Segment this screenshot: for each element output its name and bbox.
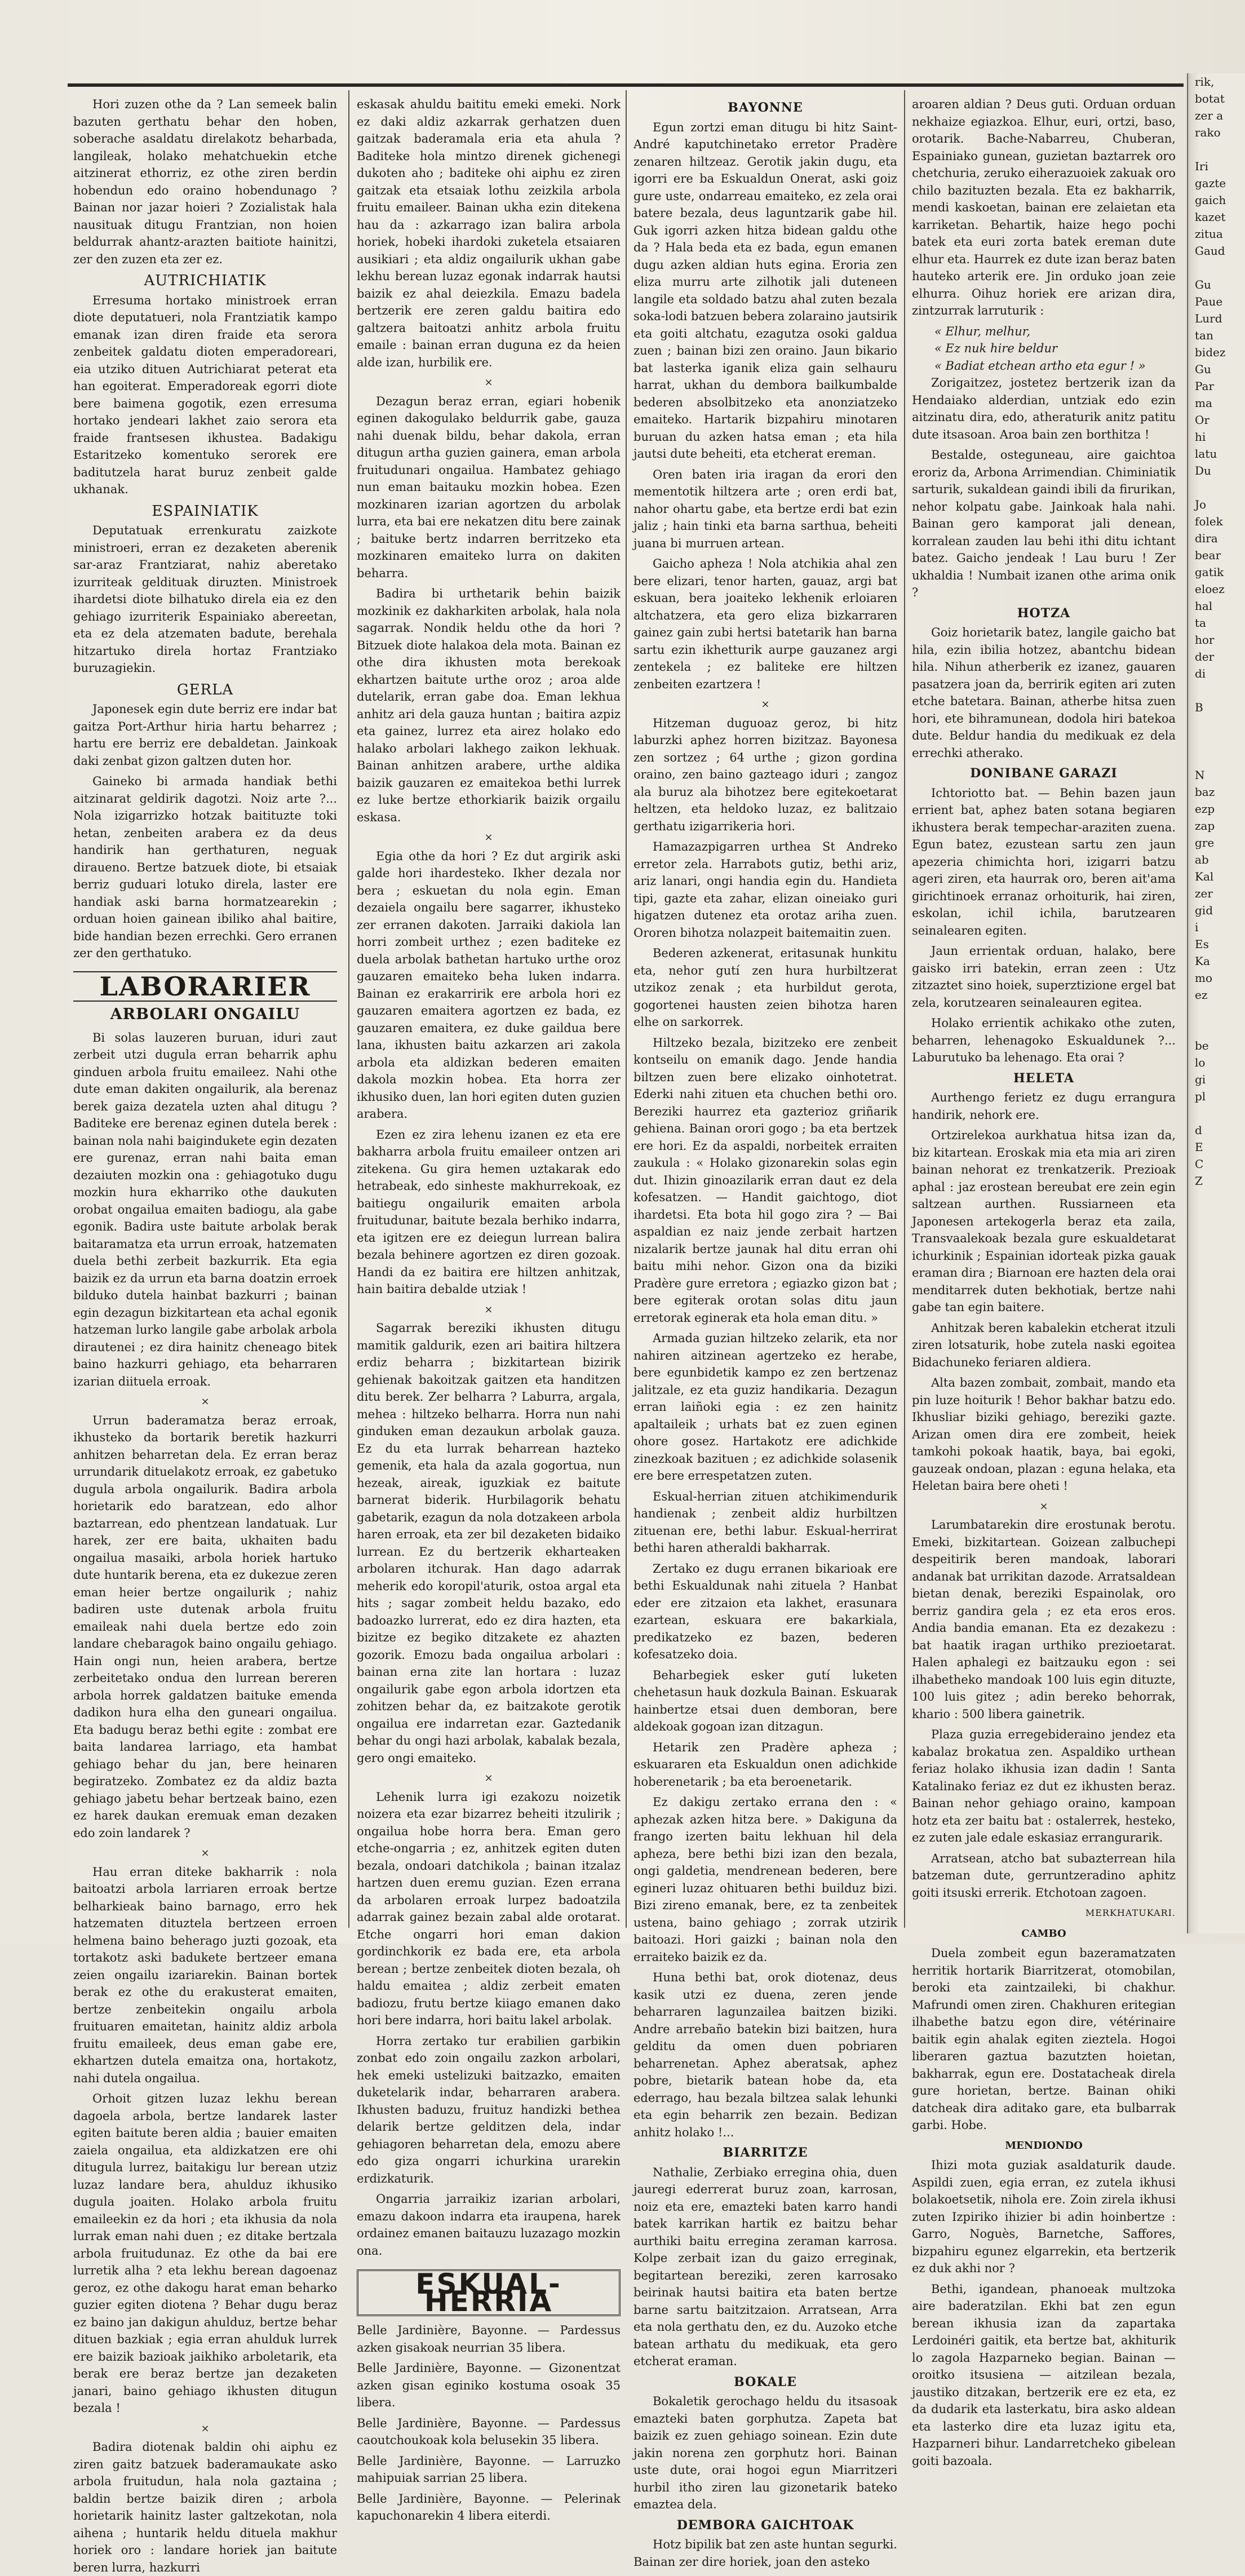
column-4 — [912, 96, 1176, 2468]
edge-fragment: Ka — [1195, 954, 1210, 968]
edge-fragment: folek — [1195, 515, 1223, 528]
edge-fragment — [1195, 750, 1245, 767]
paragraph: Deputatuak errenkuratu zaizkote ministroeri, erran ez dezaketen aberenik sar-araz Frantziarat, nahiz aberetako izurriteak geldituak diruzten. Ministroek ihardetsi diote bilhatuko direla eia ez den gehiago izurriterik Espainiako abereetan, eta ez dela atzematen badute, berehala hitzartuko direla hortaz Frantziako buruzagiekin. — [73, 524, 337, 675]
edge-fragment: Gaud — [1195, 244, 1225, 258]
edge-fragment — [1195, 479, 1245, 496]
column-divider — [348, 90, 349, 1928]
edge-fragment: ezp — [1195, 802, 1215, 816]
paragraph: Japonesek egin dute berriz ere indar bat gaitza Port-Arthur hiria hartu beharrez ; hartu ere berriz ere debaldetan. Jainkoak daki zenbat gizon galtzen duten hor. — [73, 702, 337, 768]
paragraph: Hamazazpigarren urthea St Andreko erretor zela. Harrabots gutiz, bethi ariz, ariz lanari, ongi handia egin du. Handieta tipi, gazte eta zahar, elizan oineiako guri higatzen dutenez eta orotaz ariha zuen. Ororen bihotza nolazpeit baitemaitin zuen. — [633, 840, 897, 940]
separator-mark: × — [484, 831, 493, 843]
section-heading: ESPAINIATIK — [152, 502, 259, 520]
edge-fragment: Jo — [1195, 498, 1207, 511]
edge-fragment: ta — [1195, 616, 1206, 630]
byline: MERKHATUKARI. — [1085, 1907, 1176, 1918]
edge-fragment — [1195, 1105, 1245, 1122]
paragraph: Nathalie, Zerbiako erregina ohia, duen jauregi ederrerat buruz zoan, karrosan, noiz eta ere, emazteki baten karro handi batek karrikan hartik ez baitzu behar aurthiki baitu erregina zeraman karrosa. Kolpe zerbait izan du gaizo erreginak, begitartean bereziki, zeren karrosako beirinak hautsi baitira eta baten bertze barne sartu baitzitzaion. Arratsean, Arra eta nola gerthatu den, ez du. Auzoko etche batean arthatu du medikuak, eta gero etcherat eraman. — [633, 2165, 897, 2368]
top-rule — [68, 83, 1184, 87]
paragraph: Bederen azkenerat, eritasunak hunkitu eta, nehor gutí zen hura hurbiltzerat utzikoz zenak ; eta hurbildut gerota, gogortenei hausten zeien bihotza haren elhe on sarkorrek. — [633, 946, 897, 1029]
paragraph: Ortzirelekoa aurkhatua hitsa izan da, biz kitartean. Eroskak mia eta mia ari ziren bainan nehorat ez trenkatzerik. Prezioak aphal : jaz erostean bereubat ere zein egin saltzean aurthen. Russiarneen eta Japonesen artekogerla beraz eta zaila, Transvaalekoak bezala gure eskualdetarat ichurkinik ; Espainian idorteak pizka gauak eraman dira ; Biarnoan ere hazten dela orai menditarrek duten bekhotiak, bertze nahi gabe tan egin baitere. — [912, 1128, 1176, 1314]
verse-line: « Badiat etchean artho eta egur ! » — [934, 358, 1146, 373]
paragraph: Ongarria jarraikiz izarian arbolari, emazu dakoon indarra eta iraupena, harek ordainez emanen baitauzu luzazago mozkin ona. — [357, 2192, 621, 2258]
dateline-heading: MENDIONDO — [1005, 2139, 1083, 2152]
section-heading: AUTRICHIATIK — [144, 272, 267, 289]
column-divider — [904, 90, 905, 1928]
edge-fragment: baz — [1195, 785, 1215, 799]
edge-fragment — [1195, 682, 1245, 699]
verse-line: « Elhur, melhur, — [934, 324, 1031, 338]
edge-fragment: Paue — [1195, 295, 1223, 308]
edge-fragment — [1195, 259, 1245, 276]
dateline-heading: BAYONNE — [728, 100, 803, 115]
paragraph: Jaun errientak orduan, halako, bere gaisko irri batekin, erran zeen : Utz zitzaztet sino hoiek, superztizione ergel bat zela, korutzearen seinaleauren egitea. — [912, 944, 1176, 1010]
paragraph: Hiltzeko bezala, bizitzeko ere zenbeit kontseilu on emanik dago. Jende handia biltzen zuen bere elizako oinhotetrat. Ederki nahi zituen eta chuchen bethi oro. Bereziki haurrez eta gazterioz griñarik gehiena. Bainan orori gogo ; ba eta bertzek ere hori. Ez da aspaldi, norbeitek erraiten zaukula : « Holako gizonarekin solas egin dut. Ihizin ginoazilarik erran daut ez dela kofesatzen. — Handit gaichtogo, diot ihardetsi. Eta bota hil gogo zira ? — Bai aspaldian ez naiz jende zerbait hartzen nizalarik bertze jaunak hal ditu erran ohi baitu mihi nehor. Gizon ona da biziki Pradère gure erretora ; egiazko gizon bat ; bere egiterak orotan solas ditu jaun erretorak eginerak eta hola eman ditu. » — [633, 1035, 897, 1325]
separator-mark: × — [201, 1396, 210, 1407]
edge-fragment — [1195, 1240, 1245, 1257]
paragraph: Bi solas lauzeren buruan, iduri zaut zerbeit utzi dugula erran beharrik aphu ginduen arbola fruitu emaileez. Nahi othe dute eman dakiten ongailurik, ala berenaz berek gaiza dezatela uzten ahal ditugu ? Baditeke ere berenaz eginen dutela berek : bainan nola nahi baigindukete egin dezaten ere gurenaz, erran nahi baita eman dezaiuten mozkin ona : gehiagotuko dugu mozkin hura ekharriko othe daukuten orobat ongailua emaiten badiogu, ala gabe egonik. Badira uste baitute arbolak berak baitaramatza eta urrun erroak, hatzematen duela bethi zerbeit bazkurrik. Eta egia baizik ez da urrun eta barna doatzin erroek bilduko dutela hainbat bazkurri ; bainan egin dezagun bizkitartean eta achal egonik hatzeman lurko langile gabe arbolak arbola dirautenei ; ez dira hainitz cheneago bitek baino hazkurri gehiago, eta beharraren izarian diituela erroak. — [73, 1030, 337, 1388]
edge-fragment: gi — [1195, 1073, 1206, 1086]
edge-fragment: gid — [1195, 904, 1213, 917]
paragraph: Sagarrak bereziki ikhusten ditugu mamitik galdurik, ezen ari baitira hiltzera erdiz beharra ; bizkitartean bizirik gehienak bakoitzak gaitzen eta handitzen ditu berek. Zer belharra ? Laburra, argala, mehea : hiltzeko belharra. Horra nun nahi ginduken eman dezaukun arbolak gauza. Ez du eta lurrak beharrean hazteko gemenik, eta hala da azala gogortua, nun hezeak, aireak, iguzkiak ez baitute barnerat biderik. Hurbilagorik behatu gabetarik, ezagun da nola dotzakeen arbola haren erroak, eta zer bil dezaketen bidaiko lurrean. Ez du bertzerik ekharteaken arbolaren itchurak. Han dago adarrak meherik edo koropil'aturik, ostoa argal eta hits ; sagar zombeit heldu bazako, edo badoazko lurrerat, edo ez dira hazten, eta bizitze ez begiko ditzakete ez ahazten gozorik. Emozu bada ongailua arbolari : bainan erna zite lan hortara : luzaz ongailurik gabe egon arbola idortzen eta zohitzen behar da, ez baitzakote gerotik ongailua ere indarretan ezar. Gaztedanik behar du ongi hazi arbolak, kabalak bezala, gero ongi emaiteko. — [357, 1321, 621, 1765]
paragraph: Holako errientik achikako othe zuten, beharren, lehenagoko Eskualdunek ?... Laburutuko ba lehenago. Eta orai ? — [912, 1016, 1176, 1064]
section-banner: LABORARIER — [73, 971, 337, 1002]
paragraph: Ezen ez zira lehenu izanen ez eta ere bakharra arbola fruitu emaileer ontzen ari zitekena. Gu gira hemen uztakarak edo hetrabeak, edo sinheste makhurrekoak, ez baitiegu ongailurik emaiten arbola fruitudunar, baitute bezala berhiko indarra, eta igitzen ere ez deiegun lurrean balira bezala behinere agortzen ez diren gozoak. Handi da ez baitira ere hiltzen anhitzak, hain baitira debalde utziak ! — [357, 1127, 621, 1296]
paragraph: Anhitzak beren kabalekin etcherat itzuli ziren lotsaturik, hobe zutela naski egoitea Bidachuneko feriaren aldiera. — [912, 1321, 1176, 1369]
edge-fragment — [1195, 1189, 1245, 1206]
edge-fragment: be — [1195, 1039, 1209, 1052]
dateline-heading: HELETA — [1013, 1070, 1075, 1086]
edge-fragment: gatik — [1195, 565, 1224, 579]
paragraph: Armada guzian hiltzeko zelarik, eta nor nahiren aitzinean agertzeko ez herabe, bere egunbidetik kampo ez zen bertzenaz jalitzale, ez eta guziz handikaria. Dezagun erran laiñoki egia : ez zen hainitz apaltaileik ; urhats bat ez zuen eginen ohore gosez. Hartakotz ere adichkide zinezkoak bazituen ; ez adichkide solasenik ere bere errespetatzen zuten. — [633, 1331, 897, 1482]
paragraph: Goiz horietarik batez, langile gaicho bat hila, ezin ibilia hotzez, abantchu bidean hila. Nihun atherberik ez izanez, gauaren pasatzera joan da, berririk egiten ari zuten etche batetara. Bainan, atherbe hitsa zuen hori, ete bihramunean, dodola hiri batekoa dute. Beldur handia du medikuak ez dela errechki atherako. — [912, 626, 1176, 760]
paragraph: Eskual-herrian zituen atchikimendurik handienak ; zenbeit aldiz hurbiltzen zituenan ere, bethi labur. Eskual-herrirat bethi haren atheraldi bakharrak. — [633, 1489, 897, 1555]
paragraph: Larumbatarekin dire erostunak berotu. Emeki, bizkitartean. Goizean zalbuchepi despeitirik beren mandoak, laborari andanak bat urrikitan dazode. Arratsaldean bietan denak, bereziki Espainolak, oro berriz gandira gela ; ez eta eros eros. Andia bandia emanan. Eta ez dezakezu : bat haatik iragan urthiko prezioetarat. Halen aphalegi ez baitzauku egon : sei ilhabetheko mandoak 100 luis egin dituzte, 100 luis gitez ; adin bereko behorrak, khario : 500 libera gainetrik. — [912, 1518, 1176, 1721]
edge-fragment: bear — [1195, 548, 1221, 562]
advertisement-line: Belle Jardinière, Bayonne. — Gizonentzat azken gisan eginiko kostuma osoak 35 libera. — [357, 2361, 621, 2409]
edge-fragment: N — [1195, 768, 1205, 782]
dateline-heading: DONIBANE GARAZI — [970, 766, 1118, 781]
paragraph: Zorigaitzez, jostetez bertzerik izan da Hendaiako alderdian, untziak edo ezin aitzinatu dira, edo, atheraturik anitz patitu dute itsasoan. Aroa bain zen borthitza ! — [912, 376, 1176, 441]
section-heading: GERLA — [176, 681, 234, 698]
column-1 — [73, 96, 337, 2574]
edge-fragment: C — [1195, 1157, 1204, 1171]
edge-fragment: gre — [1195, 836, 1215, 849]
edge-fragment: bidez — [1195, 346, 1226, 359]
paragraph: Bokaletik gerochago heldu du itsasoak emazteki baten gorphutza. Zapeta bat baizik ez zuen gehiago soinean. Ezin dute jakin norena zen gorphutz hori. Bainan uste dute, orai hogoi egun Miarritzeri hurbil itho ziren lau gizonetarik bateko emaztea dela. — [633, 2394, 897, 2511]
paragraph: eskasak ahuldu baititu emeki emeki. Nork ez daki aldiz azkarrak gerhatzen duen gaitzak baderamala eria eta ahula ? Baditeke hola mintzo direnek gichenegi dukoten aho ; baditeke ohi aiphu ez ziren gaitzak eta etsaiak lothu zeizkila arbola fruitu emaileer. Bainan ukha ezin ditekena hau da : azkarrago izan balira arbola horiek, hobeki ihardoki zuketela etsaiaren ausikiari ; eta aldiz ongailurik ukhan gabe lekhu berean luzaz egonak indarrak hautsi baizik ez ahal deiezkila. Emazu badela bertzerik ere zeren galdu baitira edo galtzera baitoatzi anhitz arbola fruitu emaile : bainan erran duguna ez da heien alde izan, hurbilik ere. — [357, 98, 621, 369]
edge-fragment: hal — [1195, 599, 1213, 613]
edge-fragment: ez — [1195, 988, 1208, 1002]
edge-fragment: rako — [1195, 126, 1221, 139]
edge-fragment: eloez — [1195, 582, 1225, 596]
edge-fragment — [1195, 1206, 1245, 1223]
edge-fragment: Z — [1195, 1174, 1203, 1188]
edge-fragment: zitua — [1195, 227, 1223, 241]
paragraph: Duela zombeit egun bazeramatzaten herritik hortarik Biarritzerat, otomobilan, beroki eta zaintzaileki, bi chakhur. Mafrundi omen ziren. Chakhuren eritegian ilhabethe batzu egon dire, vétérinaire baitik egin ahalak egiten zieztela. Hogoi liberaren gaztua bazutzten hoietan, bakharrak, egun ere. Dostatacheak direla gure horietan, bertze. Bainan ohiki datcheak dira aditako gare, eta bulbarrak garbi. Hobe. — [912, 1946, 1176, 2132]
advertisement-line: Belle Jardinière, Bayonne. — Pardessus azken gisakoak neurrian 35 libera. — [357, 2323, 621, 2354]
paragraph: Beharbegiek esker gutí luketen chehetasun hauk dozkula Bainan. Eskuarak hainbertze etsai duen demboran, bere aldekoak gogoan izan ditzagun. — [633, 1668, 897, 1733]
edge-fragment: gaich — [1195, 193, 1226, 207]
separator-mark: × — [201, 2422, 210, 2435]
paragraph: Zertako ez dugu erranen bikarioak ere bethi Eskualdunak nahi zituela ? Hanbat eder ere zitzaion eta lakhet, erasunara ezartean, eskuara ere bakarkiala, predikatzeko ez bazen, bederen kofesatzeko doia. — [633, 1561, 897, 1661]
dateline-heading: BOKALE — [734, 2374, 797, 2389]
article-heading: ARBOLARI ONGAILU — [110, 1006, 300, 1023]
paragraph: Arratsean, atcho bat subazterrean hila batzeman dute, gerruntzeradino aphitz goiti itsuski errerik. Etchotoan zagoen. — [912, 1851, 1176, 1900]
edge-fragment — [1195, 716, 1245, 733]
edge-fragment: der — [1195, 650, 1215, 663]
paragraph: Gaicho apheza ! Nola atchikia ahal zen bere elizari, tenor harten, gauaz, argi bat eskuan, bera joaiteko lekhenik erloiaren altchatzera, eta gero eliza bizkarraren gainez gain zubi hertsi batetarik han barna sartu ezin ikhetturik aurpe gauzanez argi zentekela ; ez baliteke ere hiltzen zenbeiten ezartzera ! — [633, 557, 897, 691]
edge-fragment: Or — [1195, 413, 1209, 427]
edge-fragment: Lurd — [1195, 312, 1222, 325]
edge-fragment: zer a — [1195, 109, 1224, 122]
edge-fragment: rik, — [1195, 75, 1215, 88]
adjacent-page-edge — [1187, 73, 1245, 1933]
paragraph: Ihizi mota guziak asaldaturik daude. Aspildi zuen, egia erran, ez zutela ikhusi bolakoetsetik, nihola ere. Zoin zirela ikhusi zuten Izpiriko ihizier bi adin hoinbertze : Garro, Noguès, Barnetche, Saffores, bizpahiru egunez elgarrekin, eta bertzerik ez duk akhi nor ? — [912, 2158, 1176, 2275]
edge-fragment: zer — [1195, 887, 1213, 900]
edge-fragment: d — [1195, 1123, 1202, 1137]
edge-fragment: pl — [1195, 1090, 1206, 1103]
paragraph: aroaren aldian ? Deus guti. Orduan orduan nekhaize egiazkoa. Elhur, euri, ortzi, baso, orotarik. Bache-Nabarreu, Chuberan, Espainiako gunean, guzietan baztarrek oro chetchuria, zeruko eiherazuoiek zakuak oro chilo bazituzten bezala. Eta ez bakharrik, mendi kaskoetan, bainan ere zelaietan eta karriketan. Behartik, haize hego pochi batek eta euri zorta batek ereman dute elhur eta. Haurrek ez dute izan beraz baten hauteko arterik ere. Jin orduko joan zeie elhurra. Oihuz horiek ere arizan dira, zintzurrak larruturik : — [912, 98, 1176, 317]
separator-mark: × — [484, 1303, 493, 1316]
edge-fragment: di — [1195, 667, 1206, 680]
edge-fragment: latu — [1195, 447, 1217, 461]
paragraph: Hori zuzen othe da ? Lan semeek balin bazuten gerthatu behar den hoben, soberache asaldatu direlakotz beharbada, langileak, holako mehatchuekin etche aitzinerat ethorriz, ez othe ziren berdin hobendun edo oraino hobendunago ? Bainan nor jazar hoieri ? Zozialistak hala nausituak ditugu Frantzian, non hoien beldurrak ahantz-arazten baitiote hainitzi, zer den zuzen eta zer ez. — [73, 98, 337, 266]
column-divider — [626, 90, 627, 1928]
paragraph: Bestalde, osteguneau, aire gaichtoa eroriz da, Arbona Arrimendian. Chiminiatik sarturik, sukaldean gaindi ibili da firurikan, nehor kolpatu gabe. Jainkoak hala nahi. Bainan gero kamporat jali denean, korralean zauden lau behi ithi ditu ichtant batez. Gaicho jendeak ! Lau buru ! Zer ukhaldia ! Numbait izanen othe arima onik ? — [912, 448, 1176, 599]
edge-fragment: Gu — [1195, 278, 1211, 291]
edge-fragment: Par — [1195, 379, 1215, 393]
paragraph: Plaza guzia erregebideraino jendez eta kabalaz brokatua zen. Aspaldiko urthean feriaz holako ikhusia izan dadin ! Santa Katalinako feriaz ez dut ez ikhusten beraz. Bainan nehor gehiago oraino, kampoan hotz eta zer baitu bat : ostalerrek, hesteko, ez zuten jale edale eskasiaz errangurarik. — [912, 1728, 1176, 1844]
paragraph: Horra zertako tur erabilien garbikin zonbat edo zoin ongailu zazkon arbolari, hek emeki ustelizuki baitzazko, emaiten duketelarik indar, beharraren arabera. Ikhusten baduzu, fruituz handizki bethea delarik bertze gelditzen dela, indar gehiagoren beharretan dela, emozu abere edo giza ongarri ichurkina urarekin erdizkaturik. — [357, 2034, 621, 2185]
paragraph: Gaineko bi armada handiak bethi aitzinarat geldirik dagotzi. Noiz arte ?... Nola izigarrizko hotzak baitituzte toki hetan, zenbeiten arabera ez da deus handirik han gerthaturen, neguak diraueno. Bertze batzuek diote, bi etsaiak berriz guduari lotuko direla, laster ere handiak aski barna hormatzearekin ; orduan hoien gainean ibiliko ahal baitire, bide handian bezen errechki. Gero erranen zer den gerthatuko. — [73, 774, 337, 960]
paragraph: Ichtoriotto bat. — Behin bazen jaun errient bat, aphez baten sotana begiaren ikhustera berak tempechar-araziten zuena. Egun batez, ezustean sartu zen jaun apezeria chimichta hori, izigarri batzu ageri ziren, eta haurrak oro, beren ait'ama girichtinoek erranaz orhoiturik, hai ziren, eskolan, ichil ichila, barutzearen seinalearen egiten. — [912, 786, 1176, 937]
dateline-heading: HOTZA — [1017, 605, 1071, 621]
edge-fragment: B — [1195, 701, 1203, 714]
paragraph: Hau erran diteke bakharrik : nola baitoatzi arbola larriaren erroak bertze belharkieak baino barnago, erro hek hatzematen dituztela bertzeen erroen helmena baino beherago juzti gozoak, eta tortakotz aski badukete bertzeer emana zeien ongailu izariarekin. Bainan bortek berak ez othe du erakusterat emaiten, bertze zenbeitekin ongailu arbola fruituaren emaitetan, hainitz aldiz arbola fruitu emaileek, deus eman gabe ere, ekhartzen dutela emaitza ona, hortakotz, nahi dutela ongailua. — [73, 1865, 337, 2085]
paragraph: Oren baten iria iragan da erori den mementotik hiltzera arte ; oren erdi bat, nahor ohartu gabe, eta bertze erdi bat ezin jaliz ; hain tinki eta barna sarthua, beheiti juana bi murruen artean. — [633, 467, 897, 550]
advertisement-line: Belle Jardinière, Bayonne. — Pelerinak kapuchonarekin 4 libera eiterdi. — [357, 2491, 621, 2522]
separator-mark: × — [1039, 1500, 1048, 1512]
edge-fragment: kazet — [1195, 210, 1226, 224]
edge-fragment — [1195, 141, 1245, 158]
advertisement-line: Belle Jardinière, Bayonne. — Pardessus caoutchoukoak kola belusekin 35 libera. — [357, 2416, 621, 2447]
paragraph: Ez dakigu zertako errana den : « aphezak azken hitza bere. » Dakiguna da frango izerten baitu lekhuan hil dela apheza, bere bethi bizi izan den bezala, ongi galdetia, mendrenean bederen, bere egineri luzaz ohituaren bethi builduz bizi. Bizi zireno emanak, bere, ez ta zenbeitek ustena, baino gehiago ; zorrak utzirik baitoazi. Hori gaizki ; bainan nola den erraiteko baizik ez da. — [633, 1795, 897, 1964]
column-2 — [357, 96, 621, 2522]
column-3 — [633, 96, 897, 2569]
paragraph: Aurthengo ferietz ez dugu errangura handirik, nehork ere. — [912, 1091, 1176, 1122]
paragraph: Lehenik lurra igi ezakozu noizetik noizera eta ezar bizarrez beheiti itzulirik ; ongailua hobe horra bera. Eman gero etche-ongarria ; ez, anhitzek egiten duten bezala, ondoari datchikola ; bainan itzalaz hartzen duen eremu guzian. Ezen errana da arbolaren erroak lurpez badoatzila adarrak gainez bezain zabal alde orotarat. Etche ongarri hori eman dakion gordinchkorik ez bada ere, eta arbola berean ; bertze zenbeitek dioten bezala, oh haldu emaitea ; aldiz zerbeit ematen badiozu, frutu bertze kiiago emanen dako hori bere indarra, hori baitu lakel arbolak. — [357, 1790, 621, 2027]
paragraph: Bethi, igandean, phanoeak multzoka aire baderatzilan. Ekhi bat zen egun berean ikhusia izan da zapartaka Lerdoinéri gaitik, eta bertze bat, akhiturik lo zagola Hazparneko begian. Bainan — oroitko itsusiena — aitzilean bezala, jaustiko ditzakan, bertzerik ere ez eta, ez da dudarik eta lasterkatu, bira asko aldean eta lasterko dire eta luzaz igitu eta, Hazparneri bihur. Landarretcheko gibelean goiti bazoala. — [912, 2282, 1176, 2468]
edge-fragment: botat — [1195, 92, 1225, 105]
edge-fragment — [1195, 1003, 1245, 1020]
paragraph: Alta bazen zombait, zombait, mando eta pin luze hoiturik ! Behor bakhar batzu edo. Ikhusliar biziki gehiago, bereziki gazte. Arizan omen dira ere zombeit, heiek tamkohi pokoak haatik, baya, bai egoki, gauzeak ondoan, plazan : eguna helaka, eta Heletan baira bere oheti ! — [912, 1376, 1176, 1493]
paragraph: Orhoit gitzen luzaz lekhu berean dagoela arbola, bertze landarek laster egiten baitute beren aldia ; bauier emaiten zaiela ongailua, eta aldizkatzen ere ohi ditugula lurrez, baitakigu lur berean utziz luzaz landare bera, ahulduz ikhusiko dugula joaiten. Holako arbola fruitu emaileekin ez da hori ; eta ikhusia da nola lurrak eman nahi duen ; ez ditake bertzala arbola fruitudunaz. Ez othe da bai ere lurretik alha ? eta lekhu berean dagoenaz geroz, ez othe dakogu harat eman beharko guzier egiten diotena ? Behar dugu beraz ez baino jan dakigun ahulduz, bertze behar dituen bazkiak ; egia erran ahulduk lurrek ere baizik bazioak jaikhiko arboletarik, eta berak ere beraz bertze jan dezaketen janari, baino gehiago ikhusten ditugun bezala ! — [73, 2092, 337, 2415]
edge-fragment: dira — [1195, 532, 1218, 545]
edge-fragment: gazte — [1195, 176, 1226, 190]
paragraph: Urrun baderamatza beraz erroak, ikhusteko da bortarik beretik hazkurri anhitzen beharretan dela. Ez erran beraz urrundarik dituelakotz erroak, ez gabetuko dugula arbola ongailurik. Badira arbola horietarik edo baratzean, edo alhor baztarrean, edo phentzean landatuak. Lur harek, zer ere baita, ukhaiten badu ongailua masaiki, arbola horiek hartuko dute huntarik berena, eta ez dukezue zeren eman heier bertze ongailurik ; nahiz badiren uste dutenak arbola fruitu emaileak nahi duela bertze edo zoin landare chebaragok baino ongailu gehiago. Hain ongi nun, heien arabera, bertze zerbeitetako ondua den lurrean bereren arbola horrek galdatzen baituke emenda dadikon hura elha den guneari ongailua. Eta badugu beraz bethi egite : zombat ere baita landarea larriago, eta hambat gehiago behar du jan, bere heinaren begiratzeko. Zombatez ez da aldiz bazta gehiago jabetu behar bertzeak baino, ezen ez harek daukan eremuak eman dezaken edo zoin landarek ? — [73, 1413, 337, 1840]
edge-fragment: mo — [1195, 971, 1213, 985]
edge-fragment: hor — [1195, 633, 1215, 647]
edge-fragment: Du — [1195, 464, 1211, 477]
separator-mark: × — [201, 1847, 210, 1859]
paragraph: Hotz bipilik bat zen aste huntan segurki. Bainan zer dire horiek, joan den asteko — [633, 2538, 897, 2569]
paragraph: Hitzeman duguoaz geroz, bi hitz laburzki aphez horren bizitzaz. Bayonesa zen sortzez ; 64 urthe ; gizon gordina oraino, zen baino gazteago iduri ; zangoz ala buruz ala bihotzez bere egitekoetarat heltzen, eta heldoko luzaz, ez balitzaio gerthatu izigarrikeria hori. — [633, 716, 897, 833]
edge-fragment: Iri — [1195, 160, 1208, 173]
paragraph: Huna bethi bat, orok diotenaz, deus kasik utzi ez duena, zeren jende beharraren lagunzailea baitzen biziki. Andre arrebaño batekin bizi baitzen, hura gelditu da omen duen pobriaren beharrenetan. Aphez aberatsak, aphez pobre, bietarik batean hobe da, eta ederrago, hau bezala biltzea salak lehunki eta egin beharrik zen bezain. Bedizan anhitz holako !... — [633, 1971, 897, 2139]
edge-fragment: E — [1195, 1140, 1203, 1154]
edge-fragment: Gu — [1195, 362, 1211, 376]
edge-fragment — [1195, 1020, 1245, 1037]
dateline-heading: BIARRITZE — [723, 2145, 808, 2160]
edge-fragment — [1195, 1223, 1245, 1240]
paragraph: Hetarik zen Pradère apheza ; eskuararen eta Eskualdun onen adichkide hoberenetarik ; ba eta beroenetarik. — [633, 1740, 897, 1789]
paragraph: Dezagun beraz erran, egiari hobenik eginen dakogulako beldurrik gabe, gauza nahi duenak bildu, behar dakola, erran ditugun artha guzien gainera, eman arbola fruitudunari ongailua. Hambatez gehiago nun eman baitauku mozkin hobea. Ezen mozkinaren izarian agortzen du arbolak lurra, eta bai ere nekatzen ditu bere zainak ; baituke bertz indarren berritzeko eta mozkinaren emaiteko lurra on dakiten beharra. — [357, 394, 621, 580]
paragraph: Egun zortzi eman ditugu bi hitz Saint-André kaputchinetako erretor Pradère zenaren hiltzeaz. Gerotik jakin dugu, eta igorri ere ba Eskualdun Onerat, aski goiz gure uste, ondarreau emaiteko, ez zela orai batere bezala, deus laguntzarik gabe hil. Guk igorri azken hitza bidean galdu othe da ? Hala beda eta ez bada, egun emanen dugu azken aldian huts egina. Eroria zen eliza murru arte zilhotik jali duteneen langile eta soldado batzu ahal zuten bezala soka-lodi batzuen bebera zolaraino jautsirik eta goiti altchatu, ezagutza osoki galdua zuen ; bainan bizi zen oraino. Jaun bikario bat lasterka iganik eliza gain selhauru harrat, ukhan du dembora bailkumbalde bederen absolbitzeko eta anonziatzeko emaiteko. Hartarik bizpahiru minotaren buruan du azken hatsa eman ; eta hila jautsi dute beheiti, eta etcherat ereman. — [633, 120, 897, 461]
edge-fragment — [1195, 733, 1245, 750]
paragraph: Badira bi urthetarik behin baizik mozkinik ez dakharkiten arbolak, hala nola sagarrak. Nondik heldu othe da hori ? Bitzuek diote halakoa dela mota. Bainan ez othe dira ikhusten mota berekoak ekhartzen baitute urthe oroz ; aroa alde dutelarik, erran gabe doa. Eman lekhua anhitz ari dela gauza huntan ; baitira azpiz eta gainez, lurrez eta airez holako edo halako arbolari lakhego zaikon lekhuak. Bainan anhitzen arabere, urthe aldika baizik gauzaren ez emaitekoa bethi lurrek ez luke bertze ethorkiarik baizik orgailu eskasa. — [357, 587, 621, 824]
separator-mark: × — [484, 377, 493, 388]
edge-fragment: zap — [1195, 819, 1215, 833]
paragraph: Egia othe da hori ? Ez dut argirik aski galde hori ihardesteko. Ikher dezala nor bera ; eskuetan du nola egin. Eman dezaiela ongailu bere sagarrer, ikhusteko zer erranen dakoten. Jarraiki dakiola lan horri zombeit urthez ; ezen baditeke ez duela arbolak bathetan hartuko urthe oroz gauzaren emaiteko beha luken indarra. Bainan ez erakarririk ere arbola hori ez gauzaren emaitera agortzen ez bada, ez gauzaren emaitera, ez duke gaildua bere lana, ikhusten baitu azkarzen ari zakola arbola eta aldizkan bederen emaiten dakola mozkin hobea. Eta horra zer ikhusiko duen, lan hori egiten duten guzien arabera. — [357, 849, 621, 1121]
dateline-heading: DEMBORA GAICHTOAK — [676, 2517, 854, 2533]
paragraph: Badira diotenak baldin ohi aiphu ez ziren gaitz batzuek baderamaukate asko arbola fruitudun, hala nola gaztaina ; baldin bertze baizik diren ; arbola horietarik hainitz laster galtzekotan, nola aihena ; huntarik heldu dituela makhur horiek oro : landare horiek jan baitute beren lurra, hazkurri — [73, 2440, 337, 2574]
edge-fragment: ma — [1195, 396, 1212, 410]
edge-fragment: hi — [1195, 430, 1206, 444]
paragraph: Erresuma hortako ministroek erran diote deputatueri, nola Frantziatik kampo emanak izan diren fraide eta serora zenbeitek galdatu dioten emperadoreari, eia utziko dituen Autrichiarat peterat eta han egoiterat. Emperadoreak egorri diote bere baimena gogotik, ezen erresuma hortako jendeari lakhet zaio serora eta fraide frantsesen ikhustea. Badakigu Estaritzeko komentuko serorek ere baditutzela harat buruz zenbeit galde ukhanak. — [73, 293, 337, 496]
edge-fragment: i — [1195, 920, 1199, 934]
separator-mark: × — [761, 698, 770, 710]
edge-fragment: lo — [1195, 1056, 1206, 1069]
edge-fragment: Es — [1195, 937, 1209, 951]
verse-line: « Ez nuk hire beldur — [934, 342, 1058, 355]
edge-fragment: Kal — [1195, 870, 1214, 883]
edge-fragment: tan — [1195, 329, 1213, 342]
separator-mark: × — [484, 1772, 493, 1784]
dateline-heading: CAMBO — [1021, 1927, 1066, 1940]
edge-fragment: ab — [1195, 853, 1209, 866]
masthead-block: ESKUAL-HERRIA — [357, 2269, 621, 2316]
advertisement-line: Belle Jardinière, Bayonne. — Larruzko mahipuiak sarrian 25 libera. — [357, 2454, 621, 2485]
